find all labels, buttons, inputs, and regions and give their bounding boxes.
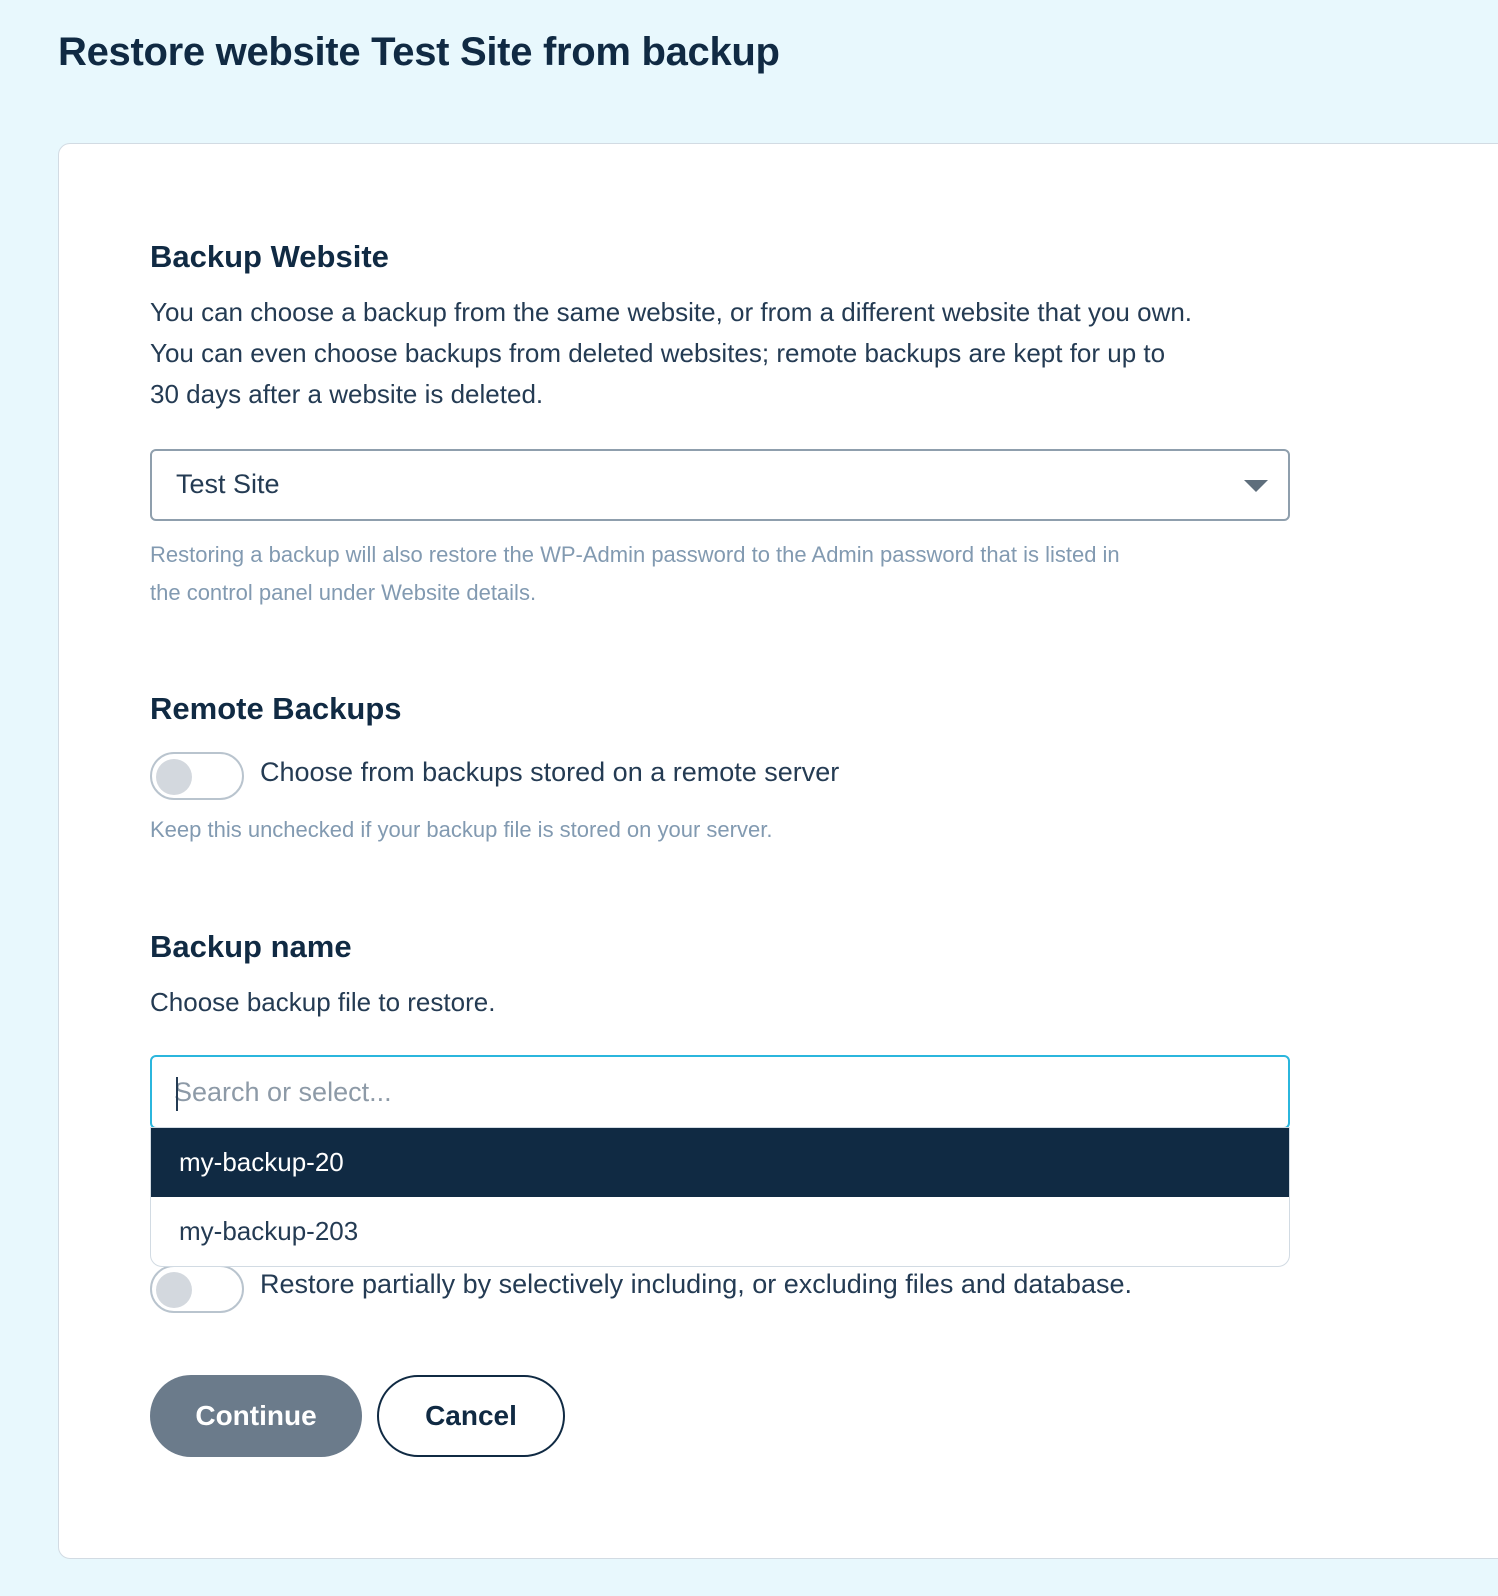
backup-options-dropdown [150,1127,1290,1267]
caret-down-icon [1244,480,1268,492]
backup-website-select[interactable] [150,449,1290,521]
backup-website-heading: Backup Website [150,239,389,274]
hint-line: the control panel under Website details. [150,580,537,605]
toggle-knob [156,759,192,795]
remote-backups-hint: Keep this unchecked if your backup file is stored on your server. [150,817,773,842]
partial-restore-toggle-label[interactable]: Restore partially by selectively including, or excluding files and database. [260,1269,1132,1299]
backup-website-hint [150,536,1310,612]
cancel-button[interactable]: Cancel [377,1375,565,1457]
description-line: 30 days after a website is deleted. [150,379,544,409]
remote-backups-heading: Remote Backups [150,691,402,726]
backup-option[interactable]: my-backup-203 [179,1216,359,1246]
backup-search-combobox[interactable] [150,1055,1290,1129]
description-line: You can choose a backup from the same website, or from a different website that you own. [150,297,1193,327]
remote-backups-toggle-label[interactable]: Choose from backups stored on a remote server [260,757,840,787]
toggle-knob [156,1272,192,1308]
hint-line: Restoring a backup will also restore the WP-Admin password to the Admin password that is listed in [150,542,1120,567]
backup-website-description [150,292,1310,415]
backup-name-description: Choose backup file to restore. [150,987,496,1017]
partial-restore-toggle[interactable] [150,1265,244,1313]
selected-website-value: Test Site [176,469,280,499]
backup-name-heading: Backup name [150,929,352,964]
page-title: Restore website Test Site from backup [58,30,780,74]
continue-button[interactable]: Continue [150,1375,362,1457]
text-cursor [176,1077,178,1111]
remote-backups-toggle[interactable] [150,752,244,800]
backup-search-input[interactable] [174,1069,1264,1115]
description-line: You can even choose backups from deleted websites; remote backups are kept for up to [150,338,1166,368]
backup-option[interactable]: my-backup-20 [151,1128,1289,1197]
